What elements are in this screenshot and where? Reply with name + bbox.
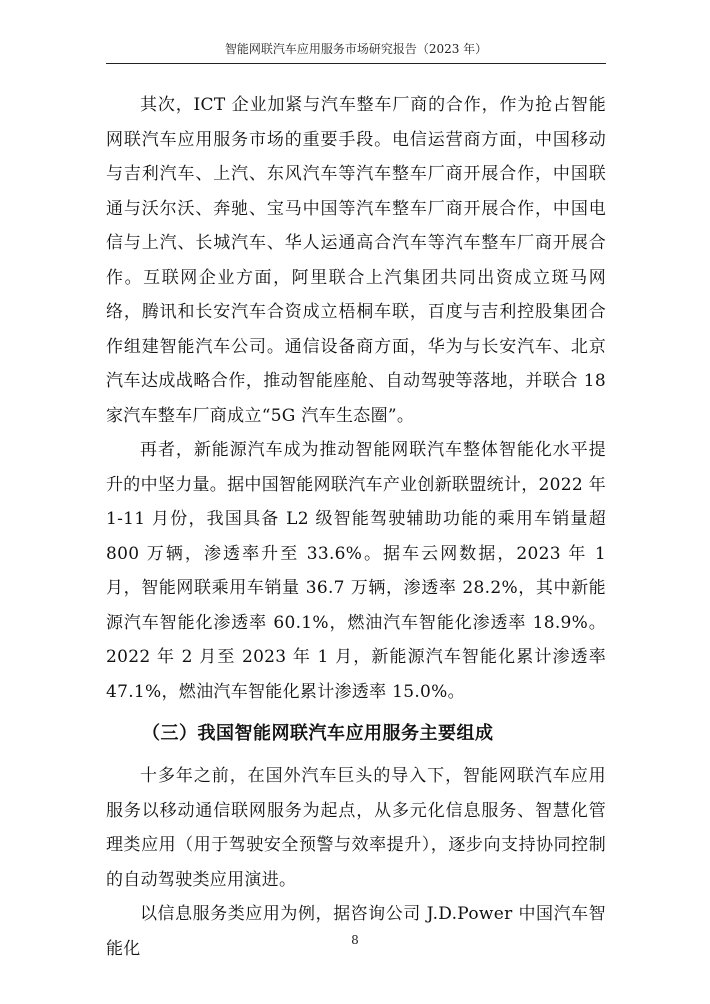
- body-paragraph-1: 其次，ICT 企业加紧与汽车整车厂商的合作，作为抢占智能网联汽车应用服务市场的重要手段。电信运营商方面，中国移动与吉利汽车、上汽、东风汽车等汽车整车厂商开展合作，中国联通与沃尔沃、奔驰、宝马中国等汽车整车厂商开展合作，中国电信与上汽、长城汽车、华人运通高合汽车等汽车整车厂商开展合作。互联网企业方面，阿里联合上汽集团共同出资成立斑马网络，腾讯和长安汽车合资成立梧桐车联，百度与吉利控股集团合作组建智能汽车公司。通信设备商方面，华为与长安汽车、北京汽车达成战略合作，推动智能座舱、自动驾驶等落地，并联合 18 家汽车整车厂商成立“5G 汽车生态圈”。: [106, 95, 606, 426]
- section-heading: （三）我国智能网联汽车应用服务主要组成: [142, 723, 494, 744]
- header-divider: [106, 63, 606, 64]
- body-paragraph-2: 再者，新能源汽车成为推动智能网联汽车整体智能化水平提升的中坚力量。据中国智能网联汽车产业创新联盟统计，2022 年 1-11 月份，我国具备 L2 级智能驾驶辅助功能的乘用车销量超 800 万辆，渗透率升至 33.6%。据车云网数据，2023 年 1 月，智能网联乘用车销量 36.7 万辆，渗透率 28.2%，其中新能源汽车智能化渗透率 60.1%，燃油汽车智能化渗透率 18.9%。2022 年 2 月至 2023 年 1 月，新能源汽车智能化累计渗透率 47.1%，燃油汽车智能化累计渗透率 15.0%。: [106, 440, 606, 702]
- page-number: 8: [351, 933, 359, 947]
- page-content: [106, 88, 606, 966]
- body-paragraph-3: 十多年之前，在国外汽车巨头的导入下，智能网联汽车应用服务以移动通信联网服务为起点，从多元化信息服务、智慧化管理类应用（用于驾驶安全预警与效率提升），逐步向支持协同控制的自动驾驶类应用演进。: [106, 766, 606, 890]
- running-header: 智能网联汽车应用服务市场研究报告（2023 年）: [224, 42, 488, 56]
- body-paragraph-4: 以信息服务类应用为例，据咨询公司 J.D.Power 中国汽车智能化: [106, 904, 606, 959]
